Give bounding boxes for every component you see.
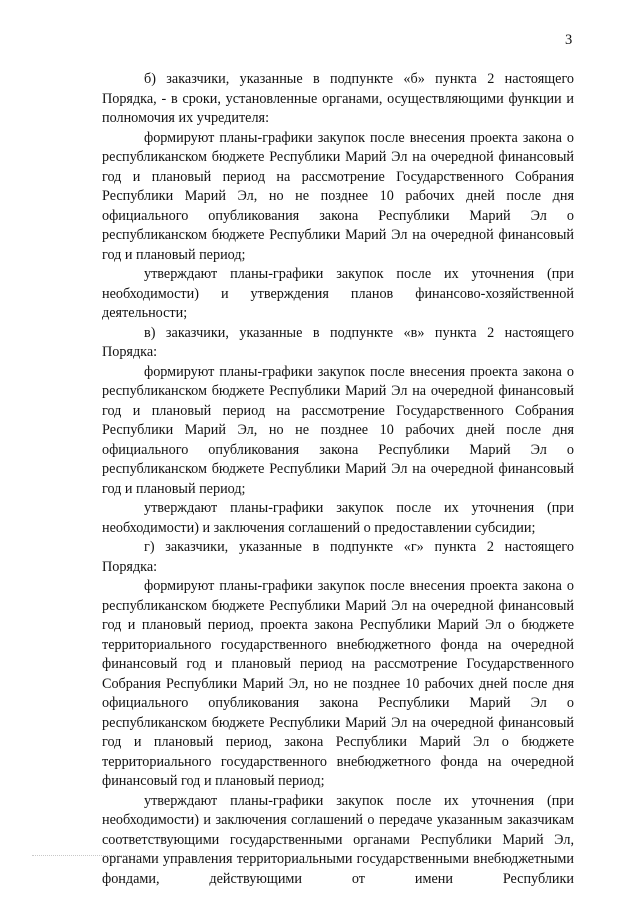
- paragraph-v-intro: в) заказчики, указанные в подпункте «в» пункта 2 настоящего Порядка:: [102, 324, 574, 360]
- paragraph-g-intro: г) заказчики, указанные в подпункте «г» пункта 2 настоящего Порядка:: [102, 539, 574, 575]
- paragraph-b-intro: б) заказчики, указанные в подпункте «б» пункта 2 настоящего Порядка, - в сроки, установленные органами, осуществляющими функции и полномочия их учредителя:: [102, 71, 574, 126]
- paragraph-v-form: формируют планы-графики закупок после внесения проекта закона о республиканском бюджете Республики Марий Эл на очередной финансовый год и плановый период на рассмотрение Государственного Собрания Республики Марий Эл, но не позднее 10 рабочих дней после дня официального опубликования закона Республики Марий Эл о республиканском бюджете Республики Марий Эл на очередной финансовый год и плановый период;: [102, 363, 574, 497]
- paragraph-g-form: формируют планы-графики закупок после внесения проекта закона о республиканском бюджете Республики Марий Эл на очередной финансовый год и плановый период, проекта закона Республики Марий Эл о бюджете территориального государственного внебюджетного фонда на очередной финансовый год и плановый период на рассмотрение Государственного Собрания Республики Марий Эл, но не позднее 10 рабочих дней после дня официального опубликования закона Республики Марий Эл о республиканском бюджете Республики Марий Эл на очередной финансовый год и плановый период, закона Республики Марий Эл о бюджете территориального государственного внебюджетного фонда на очередной финансовый год и плановый период;: [102, 578, 574, 789]
- paragraph-g-approve: утверждают планы-графики закупок после их уточнения (при необходимости) и заключения соглашений о передаче указанным заказчикам соответствующими государственными органами Республики Марий Эл, органами управления территориальными государственными внебюджетными фондами, действующими от имени Республики: [102, 792, 574, 887]
- paragraph-b-approve: утверждают планы-графики закупок после их уточнения (при необходимости) и утверждения планов финансово-хозяйственной деятельности;: [102, 266, 574, 321]
- paragraph-v-approve: утверждают планы-графики закупок после их уточнения (при необходимости) и заключения соглашений о предоставлении субсидии;: [102, 500, 574, 536]
- page-number: 3: [565, 32, 573, 48]
- document-body: [102, 70, 574, 889]
- paragraph-b-form: формируют планы-графики закупок после внесения проекта закона о республиканском бюджете Республики Марий Эл на очередной финансовый год и плановый период на рассмотрение Государственного Собрания Республики Марий Эл, но не позднее 10 рабочих дней после дня официального опубликования закона Республики Марий Эл о республиканском бюджете Республики Марий Эл на очередной финансовый год и плановый период;: [102, 129, 574, 263]
- scan-artifact: [32, 855, 152, 857]
